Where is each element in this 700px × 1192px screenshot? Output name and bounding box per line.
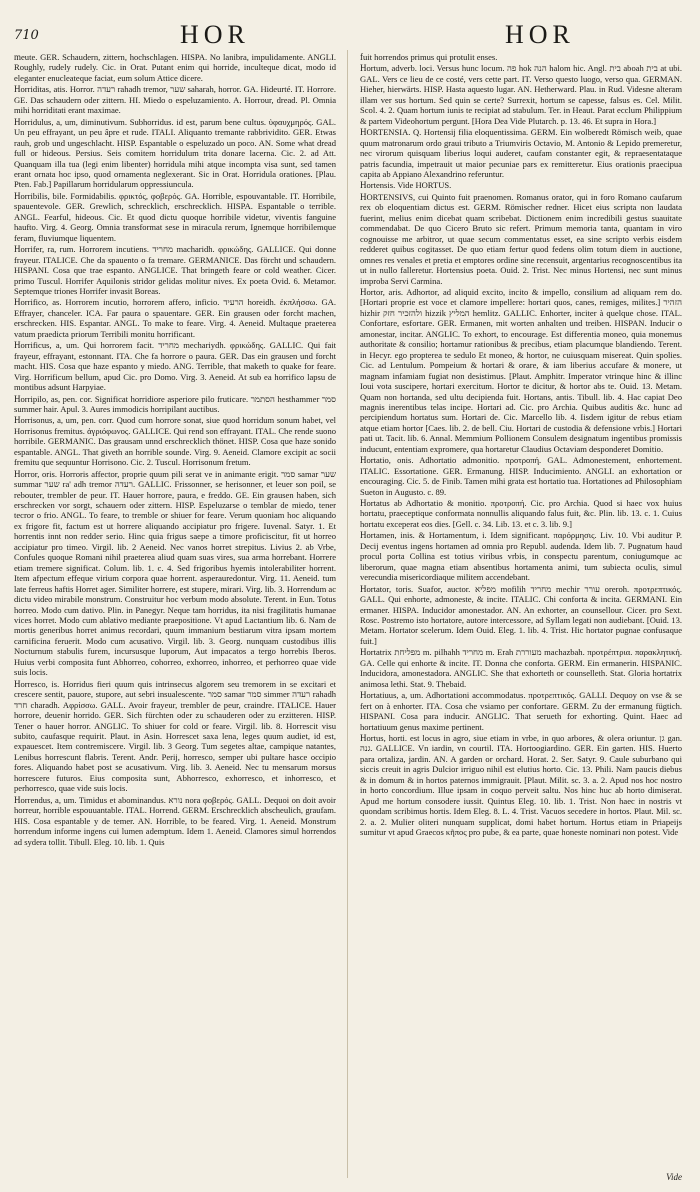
entry-horripilo: Horripilo, as, pen. cor. Significat horridiore asperiore pilo fruticare. הסתמר hesthammer סמר summer hair. Apul. 3. Aures immodicis horripilant auctibus.: [14, 393, 336, 414]
entry-hortatio: Hortatio, onis. Adhortatio admonitio. προτροπή. GAL. Admonestement, enhortement. ITALIC. Essortatione. GER. Ermanung. HISP. Inducimiento. ANGLI. an exhortation or encouraging. Cic. 5. de Finib. Tamen mihi grata est hortatio tua. Hortationes ad Philosophiam Sueton in Augusto. c. 89.: [360, 455, 682, 497]
entry-horridulus: Horridulus, a, um, diminutivum. Subhorridus. id est, parum bene cultus. ὑφαυχμηρός. GAL. Un peu effrayant, un peu âpre et rude. ITALI. Aliquanto tremante rabbrividito. GER. Etwas rauh, grob und ungeschlacht. HISP. Espantable o espeluzado un poco. AN. Some what dread full or hideous. Persius. Seis comitem horridulum trita donare lacerna. Cic. 2. ad Att. Quanquam illa tua (legi enim libenter) horridula mihi atque incompta visa sunt, sed tamen erant ornata hoc ipso, quod ornamenta neglexerant. Sic in Orat. Horridula orationes. [Plau. Pten. Fab.] Papillarum horridularum oppressiuncula.: [14, 116, 336, 190]
entry-hortatus: Hortatus ab Adhortatio & monitio. προτροπή. Cic. pro Archia. Quod si haec vox huius hortatu, praeceptique conformata nonnullis aliquando falus fuit, &c. Plin. lib. 13. c. 1. Cuius hortatu exceperat eos dies. [Gell. c. 34. Lib. 13. et c. 3. lib. 9.]: [360, 498, 682, 529]
right-column: [360, 52, 682, 1180]
entry-hortator: Hortator, toris. Suafor, auctor. מפליא mofilih מחריד mechir עורר oreroh. προτρεπτικός. GALL. Qui enhorte, admoneste, & incite. ITALIC. Chi conforta & incita. GERMANI. Ein ermaner. HISPA. Inducidor amonestador. AN. An exhorter, an counsellour. Cicer. pro Sext. Rosc. Postremo isto hortatore, autore intercessore, ad Syllam legati non audiebant. [Ouid. 13. Metam. Hortator scelerum. Idem Ouid. Eleg. 1. lib. 4. Trist. Hic hortator pugnae confusaque fuit.]: [360, 583, 682, 646]
left-column: [14, 52, 336, 1180]
entry-horribilis: Horribilis, bile. Formidabilis. φρικτός, φοβερός. GA. Horrible, espouvantable. IT. Horribile, spauentevole. GER. Grewlich, schrecklich, erschrecklich. HISPA. Espantable o terrible. ANGL. Fearful, hideous. Cic. Et quod dictu quoque horribile videtur, viventis fanguine haufto. Virg. 4. Georg. Omnia transformat sese in miracula rerum, Ignemque horribilemque feram, fluviumque liquentem.: [14, 190, 336, 243]
catchword: Vide: [666, 1172, 682, 1182]
entry-hortatrix: Hortatrix מפליחת m. pilhahh מחריד m. Erah מעוררת machazbah. προτρέπτρια. παρακλητική. GA. Celle qui enhorte & incite. IT. Donna che conforta. GERM. Ein ermanerin. HISPANIC. Inducidora, amonestadora. ANGLIC. She that exhorteth or counselleth. Stat. Gloria hortatrix animosa lethi. Stat. 9. Thebaid.: [360, 647, 682, 689]
running-head-right: HOR: [505, 20, 575, 49]
running-head-left: HOR: [180, 20, 250, 49]
entry-horreo: Horror, oris. Horroris affector, proprie quum pili serat ve in animante erigit. סמר samar שער summar שער ra' adh tremor רעדה. GALLIC. Frissonner, se herisonner, et leuer son poil, se rebouter, trembler de peur. IT. Hauer horrore, paura, e freddo. GE. Ein grausen haben, sich erschrecken vor sorgt, schauern oder zittern. HISP. Espeluzarse o temblar de miedo, tener tecror o frio. ANGL. To feare, to tremble or shiuer for feare. Verum quoniam hoc aliquando ex frigore fit, factum est ut horrere aliquando accipiatur pro frigere. Iuvenal. Satyr. 1. Et horrentis innt non redder serio. Hinc quia frigus saepe a timore proficiscitur, fit ut horreo accipiatur pro timeo. Virgil. lib. 2 Aeneid. Nec vanos horret strepitus. Livius 2. ab Vrbe, Confules quoque Romani nihil praeterea aliud quam suas vires, sua arma horrebant. Horrere etiam tremere significat. Colum. lib. 1. c. 4. Sed frigoribus hyemis intolerabiliter horrent. Item afpectum effeque virium corpora quae horrent. asperauredontur. Virg. 11. Aeneid. tum late ferreus haftis Horret ager. Similiter horrere, est stupere, mirari. Virg. lib. 3. Horrendum ac dictu video mirabile monstrum. Construitur hoc verbum modo absolute. Terent. in Eun. Totus horreo. Modo cum dativo. Plin. in Panegyr. Neque tam horridus, ita nisi fragilitatis humanae vices horret. Modo cum ablativo mediante praepositione. Vt apud Lactantium lib. 6. Nam de mortis generibus horret animus recordari, quum immanium bestiarum vitra ipsam mortem carnificina feruerit. Modo cum acusativo. Virgil. lib. 3. Georg. nunquam custodibus illis Nocturnum stabulis furem, incursusque luporum, Aut impacatos a tergo horrebis Iberos. Huius verbi composita funt Abhorreo, cohorreo, exhorreo, inhorreo, et perhorreo quae vide suis locis.: [14, 468, 336, 678]
entry-hortamen: Hortamen, inis. & Hortamentum, i. Idem significant. παρόρμησις. Liv. 10. Vbi auditur P. Decij eventus ingens hortamen ad omnia pro Republ. audenda. Idem lib. 7. Pugnatum haud procul porta Collina est totius viribus vrbis, in conspectu parentum, coniugumque ac liberorum, quae magna etiam absentibus hortamenta animi, tum subiecta oculis, simul verecundia misericordiaque militem accendebant.: [360, 530, 682, 583]
entry-horrifer: Horrifer, ra, rum. Horrorem incutiens. מחריד macharidh. φρικώδης. GALLICE. Qui donne frayeur. ITALICE. Che da spauento o fa tremare. GERMANICE. Das förcht und schaudern. HISPANI. Cosa que trae espanto. ANGLICE. That bringeth feare or cold weather. Cicer. primo Tuscul. Horrifer Aquilonis stridor gelidas molitur nives. Ex poeta Ovid. 6. Metamor. Septemque triones Horrifer invasit Boreas.: [14, 244, 336, 296]
entry-horsum: Hortum, adverb. loci. Versus hunc locum. פה hok הנה halom hic. Angl. בית aboah בית at ubi. GAL. Vers ce lieu de ce costé, vers cette part. IT. Verso questo luogo, verso qua. GERMAN. Hieher, hierwärts. HISP. Hasta aquesto lugar. AN. Hetherward. Plau. in Rud. Videsne alteram illam ver sus hortum. Sed quin se certe? Surrexit, hortum se capesse, falsus es. Cel. Milit. Scol. 4. 2. Quam hortum iunis te recipiat ad stabulum. Ter. in Heaut. Parat ecclum Philippium & partem Videohortum pergunt. [Hora Dea Vide Plutarch. p. 13. 46. Et supra in Hora.]: [360, 63, 682, 126]
column-divider: [347, 50, 348, 1178]
entry-hortus: Hortus, horti. est locus in agro, siue etiam in vrbe, in quo arbores, & olera oriuntur. גן gan. גנה. GALLICE. Vn iardin, vn courtil. ITA. Hortoogiardino. GER. Ein garten. HIS. Huerto para ortaliza, jardin. AN. A garden or orchard. Horat. 2. Ser. Satyr. 9. Caule suburbano qui siccis creuit in agris Dulcior irriguo nihil est elutius horto. Cic. 13. Phili. Nam paucis diebus & in domum & in hortos paternos immigrauit. [Plaut. Milit. sc. 3. a. 2. Apud nos hoc nostro in horto concordium. Illue ipsam in coquo perveit saltu. Nos hinc huc ab horto dimiserat. Apud me hortum consodere iussit. Quintus Eleg. 10. lib. 1. Trist. Non haec in nostris vt quondam scribimus hortis. Idem Eleg. 8. L. 4. Trist. Vacuos secedere in hortos. Plaut. Mil. sc. 2. a. 2. Mulier oliteri nunquam supplicat, domi habet hortum. Hortus etiam in Priapeijs sumitur vt apud Graecos κῆπος pro pube, & ea parte, quae honeste nominari non potest. Vide: [360, 733, 682, 838]
entry-horrendus: Horrendus, a, um. Timidus et abominandus. נורא nora φοβερός. GALL. Dequoi on doit avoir horreur, horrible espouuantable. ITAL. Horrend. GERM. Erschrecklich abscheulich, graufam. HIS. Cosa espantable y de temer. AN. Horrible, to be feared. Virg. 1. Aeneid. Monstrum horrendum informe ingens cui lumen ademptum. Idem 1. Aeneid. Clamores simul horrendos ad sydera tollit. Tibull. Eleg. 10. lib. 1. Quis: [14, 794, 336, 847]
entry-horresco: Horresco, is. Horridus fieri quum quis intrinsecus algorem seu tremorem in se excitari et crescere sentit, pauore, stupore, aut sebri insualescente. סמר samar סמר simmer רעדה rahadh חרד charadh. Αφρίσσω. GALL. Avoir frayeur, trembler de peur, craindre. ITALICE. Hauer horrore, deuenir horrido. GER. Sich fürchten oder zu schauderen oder zu erzitteren. HISP. Tener o hauer horror. ANGLIC. To shiuer for cold or feare. Virgil. lib. 8. Horrescit visu subito, caufasque requirit. Plaut. in Asin. Horrescet saxa lena, leges quum audiet, id est, expauescet. Item contremiscere. Virgil. lib. 3 Georg. Tum segetes altae, campique natantes, Lenibus horrescunt flabris. Terent. Andr. Perij, horresco, semper ubi pultare hasce occipio fores. Aliquando habet post se acusativum. Virg. lib. 3. Aeneid. Nec tu mensarum morsus horrescere futuros. Eius composita sunt, Abhorresco, exhorresco, et inhorresco, et perhorresco, quae vide suis locis.: [14, 678, 336, 794]
entry-horriditas: Horriditas, atis. Horror. רעדה rahadh tremor, שער saharah, horror. GA. Hideurté. IT. Horrore. GE. Das schaudern oder zittern. HI. Miedo o espeluzamiento. A. Horrour, dread. Pl. Omnia mihi horriditati erant maximae.: [14, 84, 336, 116]
entry-hortatiuus: Hortatiuus, a, um. Adhortationi accommodatus. προτρεπτικός. GALLI. Dequoy on vse & se fert on à enhorter. ITA. Cosa che vsiamo per confortare. GERM. Zu der ermanung fügtich. HISPANI. Cosa para inducir. ANGLIC. That serueth for exhorting. Quint. Haec ad hortatiuum genus maxime pertinent.: [360, 690, 682, 732]
entry-horrificus: Horrificus, a, um. Qui horrorem facit. מחריד mechariydh. φρικώδης. GALLIC. Qui fait frayeur, effrayant, estonnant. ITA. Che fa horrore o paura. GER. Das ein grausen und forcht macht. HIS. Cosa que haze espanto y miedo. ANG. Terrible, that maketh to quake for feare. Virg. Horrificum bellum, apud Cic. pro Domo. Virg. 3. Aeneid. At sub ea horrifico lapsu de montibus adsunt Harpyiae.: [14, 340, 336, 393]
entry-horride: meute. GER. Schaudern, zittern, hochschlagen. HISPA. No lanibra, impulidamente. ANGLI. Roughly, rudely rudely. Cic. in Orat. Putant enim qui horride, inculteque dicat, modo id eleganter enucleateque faciat, eum solum Attice dicere.: [14, 52, 336, 83]
entry-hortensis: Hortensis. Vide HORTUS.: [360, 180, 452, 191]
entry-horrendus-cont: fuit horrendos primus qui protulit enses.: [360, 52, 498, 62]
entry-hortensius: HORTENSIVS, cui Quinto fuit praenomen. Romanus orator, qui in foro Romano caufarum rex ob eloquentiam dictus est. GERM. Römischer redner. Hicet eius scripta non laudata fuerint, melius enim dicebat quam scribebat. Dictionem enim incredibili gestus suauitate commendabat. De quo Cicero Bruto sic refert. Primum memoria tanta, quantam in viro cognouisse me arbitror, ut quae secum commentatus esset, ea sine scripto verbis eisdem redderet quibus cogitasset. De quo etiam fertur quod fedens olim totum diem in auctione, omnes res venales et pretia et emptores ordine sine recensuit, argentarius recognoscentibus ita ut in nullo falleretur. Hortensius poeta. Ouid. 2. Trist. Nec minus Hortensi, nec sunt minus improba Servi Carmina.: [360, 191, 682, 286]
entry-horrifico: Horrifico, as. Horrorem incutio, horrorem affero, inficio. הרעיד horeidh. ἐκπλήσσω. GA. Effrayer, chanceler. ICA. Far paura o spauentare. GER. Ein grausen oder forcht machen, erschrecken. HIS. Espantar. ANGL. To make to feare. Virg. 4. Aeneid. Multaque praeterea vatum praedicta priorum Terribili monitu horrificant.: [14, 297, 336, 339]
page-number: 710: [14, 28, 39, 43]
entry-hortor: Hortor, aris. Adhortor, ad aliquid excito, incito & impello, consilium ad aliquam rem do. [Hortari proprie est voce et clamore impellere: hortari quos, canes, remiges, milites.] הזהיר hizhir ולהזכיר חזק hizzik המליץ hemlitz. GALLIC. Enhorter, inciter à quelque chose. ITAL. Confortare, esfortare. GER. Ermanen, mit worten anhalten und treiben. HISPAN. Inducir o amonestar, incitar. ANGLIC. To exhort, to encourage. Est differentia moneo, quia monemus authoritate & consilio; hortamur rationibus & precibus, etiam placumque blandiendo. Terent. in Hecyr. ego propterea te sedulo Et moneo, & hortor, ne cuiusquam misereat. Quin spolies. Cic. ad Lentulum. Pompeium & hortari & orare, & iam liberius accufare & monere, ut magnam infamiam fugiat non desistimus. [Plaut. Amphitr. Imperator vtrinque hinc & illinc Ioui vota suscipere, hortari exercitum. Hortor te dicitur, & hortor abs te. Ouid. 13. Metam. Quam non hortanda, sed ultu decipienda fuit. Hortans, antis. Tibull. lib. 4. Hac capiat Deo magnis inerentibus telas incipe. Hortari ad. Cic. pro Archia. Quibus auditis &c. hunc ad percipiendum hortatus sum. Hortari de. Cic. Marcello lib. 4. Iisdem igitur de rebus etiam atque etiam hortor [Caes. lib. 2. de bell. Ciu. Hortari de custodia & defensione vrbis.] Hortari pati ut. Tacit. lib. 6. Annal. Memmium Pollionem Consulem designatum ingentibus promissis inducunt, ententiam expromere, qua hortaretur Claudius Octaviam desponderet Domitio.: [360, 286, 682, 454]
entry-hortensia: HORTENSIA. Q. Hortensij filia eloquentissima. GERM. Ein wolberedt Römisch weib, quae quum matronarum ordo graui tributo a Triumviris Octavio, M. Antonio & Lepido premeretur, nec virorum quisquam liberius loqui auderet, caufam constanter egit, & repraesentataque patris facundia, impetrauit ut maior pecuniae pars ex remitteretur. Eius orationis praecipua capita ab Appiano Alexandrino referuntur.: [360, 127, 682, 179]
entry-horrisonus: Horrisonus, a, um, pen. corr. Quod cum horrore sonat, siue quod horridum sonum habet, vel Horrisonus fremitus. ἀγριόφωνος. GALLICE. Qui rend son effrayant. ITAL. Che rende suono horribile. GERMANIC. Das grausam unnd erschrecklich thönet. HISP. Cosa que haze sonido espantable. ANGL. That giveth an horrible sounde. Virg. 9. Aeneid. Clamore excipit ac socii fremitu que sequuntur Horrisono. Cic. 2. Tuscul. Horrisonum fretum.: [14, 415, 336, 468]
